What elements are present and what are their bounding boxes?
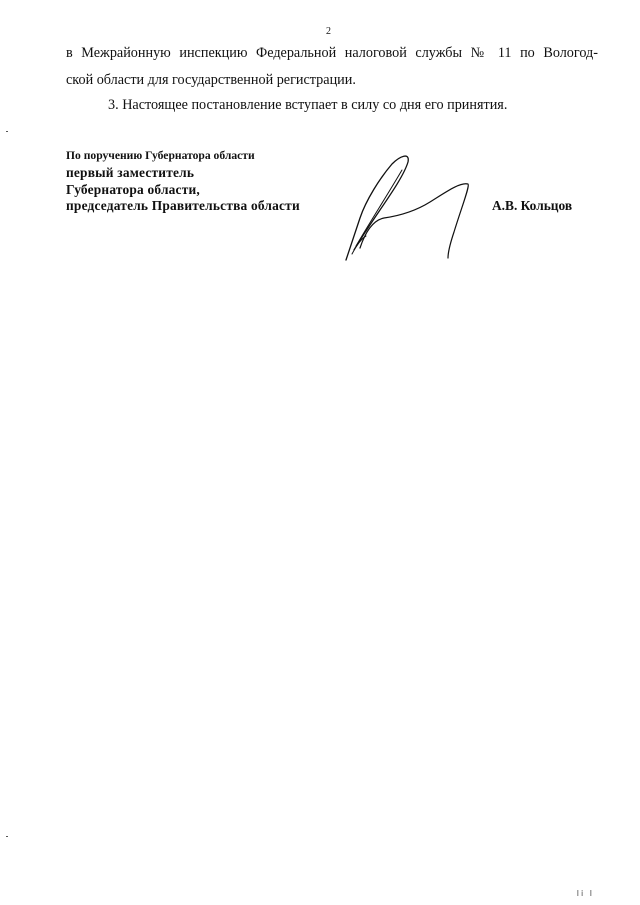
margin-tick xyxy=(6,131,8,132)
margin-tick xyxy=(6,836,8,837)
page-number: 2 xyxy=(326,26,331,37)
footer-mark: li l xyxy=(576,889,594,898)
signer-title-line-3: председатель Правительства области xyxy=(66,198,300,213)
signer-title-line-2: Губернатора области, xyxy=(66,182,200,197)
paragraph-text: ской области для государственной регистрации. xyxy=(66,72,356,88)
signer-title-line-1: первый заместитель xyxy=(66,165,195,180)
signer-name: А.В. Кольцов xyxy=(492,198,573,213)
paragraph-text: в Межрайонную инспекцию Федеральной налоговой службы № 11 по Вологод- xyxy=(66,45,598,61)
paragraph-effective-date: 3. Настоящее постановление вступает в силу со дня его принятия. xyxy=(108,97,508,113)
handwritten-signature xyxy=(336,150,486,265)
signature-on-behalf: По поручению Губернатора области xyxy=(66,149,255,162)
